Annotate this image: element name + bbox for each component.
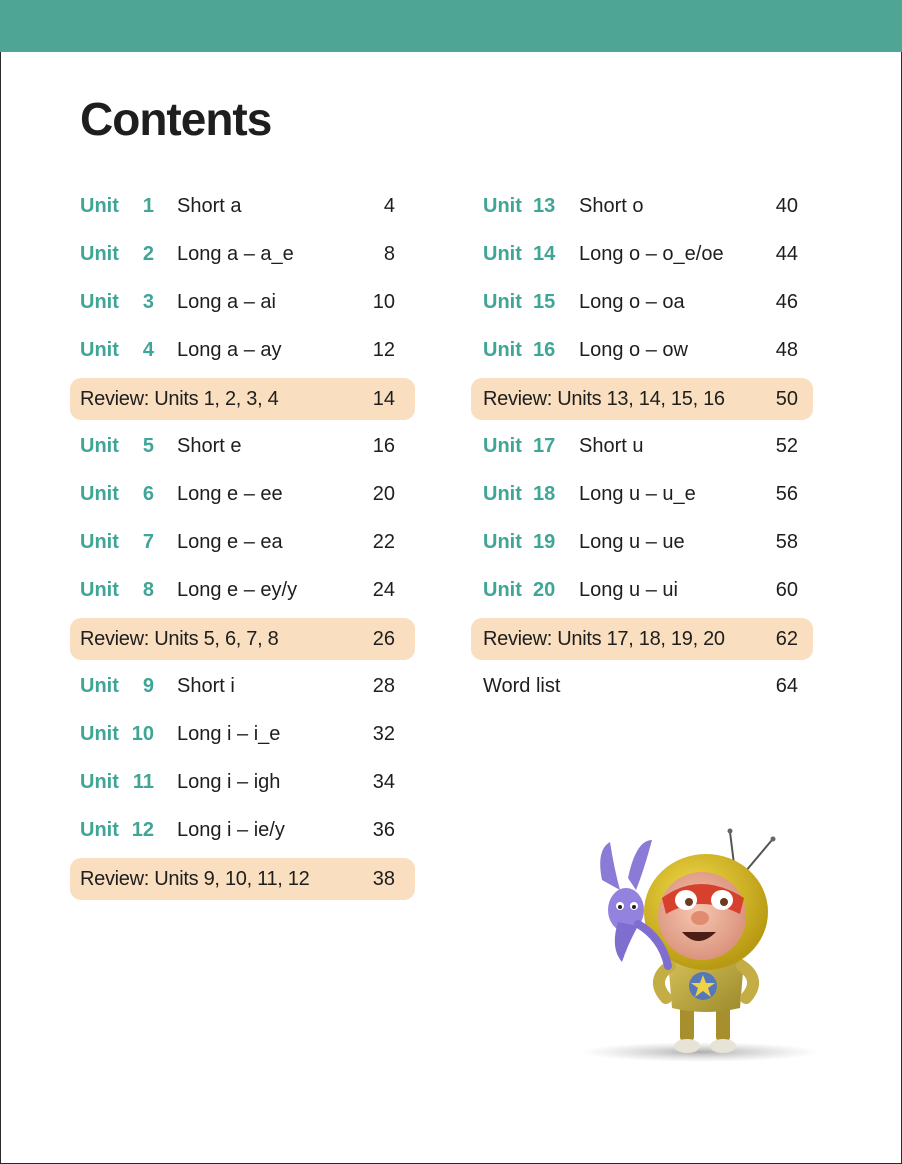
unit-label: Unit <box>80 675 119 697</box>
unit-label: Unit <box>80 723 119 745</box>
unit-number: 9 <box>142 675 154 697</box>
review-label: Review: Units 1, 2, 3, 4 <box>80 388 279 410</box>
unit-topic: Long e – ea <box>177 531 283 553</box>
unit-topic: Short i <box>177 675 235 697</box>
toc-entry-unit-16[interactable] <box>471 330 813 370</box>
unit-topic: Short e <box>177 435 242 457</box>
toc-entry-unit-1[interactable] <box>70 186 415 226</box>
toc-entry-unit-13[interactable] <box>471 186 813 226</box>
review-label: Review: Units 13, 14, 15, 16 <box>483 388 725 410</box>
toc-entry-review[interactable] <box>70 858 415 900</box>
page-number: 26 <box>372 628 395 650</box>
unit-topic: Long u – u_e <box>579 483 696 505</box>
unit-number: 20 <box>533 579 556 601</box>
toc-entry-unit-17[interactable] <box>471 426 813 466</box>
unit-number: 6 <box>142 483 154 505</box>
unit-number: 7 <box>142 531 154 553</box>
unit-number: 15 <box>533 291 556 313</box>
unit-label: Unit <box>80 291 119 313</box>
unit-label: Unit <box>80 819 119 841</box>
unit-number: 11 <box>132 771 154 793</box>
page-number: 32 <box>372 723 395 745</box>
page-number: 46 <box>775 291 798 313</box>
unit-topic: Short o <box>579 195 644 217</box>
toc-entry-unit-4[interactable] <box>70 330 415 370</box>
review-label: Review: Units 5, 6, 7, 8 <box>80 628 279 650</box>
page-number: 4 <box>383 195 395 217</box>
page-number: 22 <box>372 531 395 553</box>
toc-entry-review[interactable] <box>471 378 813 420</box>
unit-topic: Long o – oa <box>579 291 685 313</box>
unit-label: Unit <box>80 435 119 457</box>
unit-topic: Long o – ow <box>579 339 688 361</box>
unit-number: 10 <box>131 723 154 745</box>
unit-topic: Long a – a_e <box>177 243 294 265</box>
header-band <box>0 0 902 52</box>
unit-label: Unit <box>483 579 522 601</box>
page-number: 20 <box>372 483 395 505</box>
unit-label: Unit <box>483 435 522 457</box>
page-number: 56 <box>775 483 798 505</box>
unit-number: 1 <box>142 195 154 217</box>
review-label: Review: Units 9, 10, 11, 12 <box>80 868 310 890</box>
unit-label: Unit <box>80 579 119 601</box>
unit-topic: Long u – ue <box>579 531 685 553</box>
toc-entry-unit-6[interactable] <box>70 474 415 514</box>
unit-topic: Long a – ai <box>177 291 276 313</box>
toc-entry-unit-10[interactable] <box>70 714 415 754</box>
toc-entry-unit-19[interactable] <box>471 522 813 562</box>
unit-topic: Short u <box>579 435 644 457</box>
unit-number: 14 <box>533 243 556 265</box>
page-number: 16 <box>372 435 395 457</box>
unit-number: 13 <box>533 195 556 217</box>
page-number: 44 <box>775 243 798 265</box>
unit-label: Unit <box>80 339 119 361</box>
entry-label: Word list <box>483 675 561 697</box>
mascot-illustration-icon <box>540 820 830 1110</box>
review-label: Review: Units 17, 18, 19, 20 <box>483 628 725 650</box>
toc-entry-unit-20[interactable] <box>471 570 813 610</box>
page-number: 64 <box>775 675 798 697</box>
page-number: 10 <box>372 291 395 313</box>
unit-topic: Long i – ie/y <box>177 819 285 841</box>
unit-number: 8 <box>142 579 154 601</box>
unit-number: 4 <box>142 339 154 361</box>
toc-entry-unit-7[interactable] <box>70 522 415 562</box>
toc-entry-unit-15[interactable] <box>471 282 813 322</box>
page-title: Contents <box>80 93 272 145</box>
page-number: 36 <box>372 819 395 841</box>
unit-label: Unit <box>483 291 522 313</box>
page-number: 14 <box>372 388 395 410</box>
unit-topic: Long e – ee <box>177 483 283 505</box>
unit-label: Unit <box>483 531 522 553</box>
unit-number: 2 <box>142 243 154 265</box>
toc-entry-unit-5[interactable] <box>70 426 415 466</box>
unit-label: Unit <box>483 243 522 265</box>
unit-number: 3 <box>142 291 154 313</box>
unit-number: 12 <box>131 819 154 841</box>
toc-entry-unit-3[interactable] <box>70 282 415 322</box>
page-number: 24 <box>372 579 395 601</box>
unit-topic: Long a – ay <box>177 339 282 361</box>
unit-number: 18 <box>533 483 556 505</box>
toc-entry-word-list[interactable] <box>471 666 813 706</box>
unit-number: 17 <box>533 435 556 457</box>
toc-entry-unit-2[interactable] <box>70 234 415 274</box>
page-number: 50 <box>775 388 798 410</box>
toc-entry-unit-8[interactable] <box>70 570 415 610</box>
toc-entry-unit-11[interactable] <box>70 762 415 802</box>
toc-entry-unit-9[interactable] <box>70 666 415 706</box>
unit-label: Unit <box>80 771 119 793</box>
page-number: 40 <box>775 195 798 217</box>
unit-number: 16 <box>533 339 556 361</box>
toc-left-column <box>70 186 415 906</box>
page-number: 28 <box>372 675 395 697</box>
page-number: 52 <box>775 435 798 457</box>
page-number: 38 <box>372 868 395 890</box>
unit-topic: Long e – ey/y <box>177 579 298 601</box>
toc-right-column <box>471 186 813 714</box>
page-number: 60 <box>775 579 798 601</box>
unit-topic: Long o – o_e/oe <box>579 243 724 265</box>
unit-label: Unit <box>80 483 119 505</box>
unit-label: Unit <box>80 531 119 553</box>
unit-topic: Long i – igh <box>177 771 281 793</box>
toc-entry-unit-12[interactable] <box>70 810 415 850</box>
unit-topic: Short a <box>177 195 242 217</box>
page-number: 34 <box>372 771 395 793</box>
unit-label: Unit <box>80 243 119 265</box>
unit-label: Unit <box>483 483 522 505</box>
unit-number: 19 <box>533 531 556 553</box>
unit-topic: Long i – i_e <box>177 723 281 745</box>
toc-entry-review[interactable] <box>70 618 415 660</box>
toc-entry-unit-14[interactable] <box>471 234 813 274</box>
unit-label: Unit <box>483 195 522 217</box>
page-number: 48 <box>775 339 798 361</box>
page-number: 58 <box>775 531 798 553</box>
unit-label: Unit <box>80 195 119 217</box>
unit-number: 5 <box>142 435 154 457</box>
unit-topic: Long u – ui <box>579 579 678 601</box>
page-number: 12 <box>372 339 395 361</box>
unit-label: Unit <box>483 339 522 361</box>
page-number: 8 <box>383 243 395 265</box>
page-number: 62 <box>775 628 798 650</box>
toc-entry-review[interactable] <box>471 618 813 660</box>
toc-entry-review[interactable] <box>70 378 415 420</box>
toc-entry-unit-18[interactable] <box>471 474 813 514</box>
